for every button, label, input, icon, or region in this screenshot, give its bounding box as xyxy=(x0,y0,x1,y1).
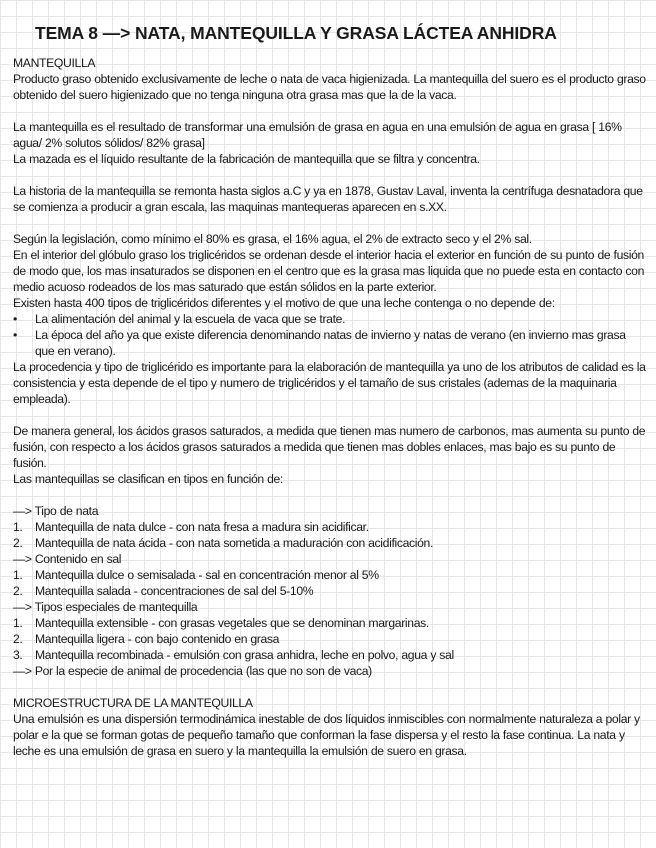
list-text: Mantequilla de nata ácida - con nata sometida a maduración con acidificación. xyxy=(35,536,434,550)
list-item xyxy=(13,615,646,631)
list-item xyxy=(13,519,646,535)
classification-heading: —> Por la especie de animal de procedencia (las que no son de vaca) xyxy=(13,664,372,678)
document-body xyxy=(13,55,646,759)
list-text: Mantequilla salada - concentraciones de sal del 5-10% xyxy=(35,584,314,598)
classification-heading: —> Contenido en sal xyxy=(13,552,122,566)
list-item xyxy=(13,583,646,599)
bullet-marker: • xyxy=(13,328,17,342)
classification-heading: —> Tipos especiales de mantequilla xyxy=(13,600,198,614)
list-item xyxy=(13,311,646,327)
paragraph: En el interior del glóbulo graso los triglicéridos se ordenan desde el interior hacia el exterior en función de su punto de fusión de modo que, los mas insaturados se disponen en el centro que es la grasa mas liquida que no puede esta en contacto con medio acuoso rodeados de los mas saturado que están sólidos en la parte exterior. xyxy=(13,248,644,294)
paragraph: La procedencia y tipo de triglicérido es importante para la elaboración de mantequilla ya uno de los atributos de calidad es la consistencia y esta depende de el tipo y numero de triglicéridos y el tamaño de sus cristales (ademas de la maquinaria empleada). xyxy=(13,360,646,406)
list-text: Mantequilla ligera - con bajo contenido en grasa xyxy=(35,632,280,646)
paragraph: De manera general, los ácidos grasos saturados, a medida que tienen mas numero de carbonos, mas aumenta su punto de fusión, con respecto a los ácidos grasos saturados a medida que tienen mas dobles enlaces, mas bajo es su punto de fusión. xyxy=(13,424,646,470)
list-text: Mantequilla de nata dulce - con nata fresa a madura sin acidificar. xyxy=(35,520,369,534)
list-text: Mantequilla dulce o semisalada - sal en concentración menor al 5% xyxy=(35,568,379,582)
list-number: 3. xyxy=(13,648,23,662)
paragraph: Existen hasta 400 tipos de triglicéridos diferentes y el motivo de que una leche contenga o no depende de: xyxy=(13,296,555,310)
list-item xyxy=(13,631,646,647)
paragraph: Las mantequillas se clasifican en tipos en función de: xyxy=(13,472,283,486)
paragraph: La historia de la mantequilla se remonta hasta siglos a.C y ya en 1878, Gustav Laval, inventa la centrífuga desnatadora que se comienza a producir a gran escala, las maquinas mantequeras aparecen en s.XX. xyxy=(13,184,643,214)
list-item xyxy=(13,535,646,551)
bullet-text: La alimentación del animal y la escuela de vaca que se trate. xyxy=(35,312,346,326)
list-text: Mantequilla recombinada - emulsión con grasa anhidra, leche en polvo, agua y sal xyxy=(35,648,454,662)
paragraph: Según la legislación, como mínimo el 80% es grasa, el 16% agua, el 2% de extracto seco y el 2% sal. xyxy=(13,232,532,246)
list-item xyxy=(13,327,646,359)
paragraph: La mazada es el líquido resultante de la fabricación de mantequilla que se filtra y concentra. xyxy=(13,152,480,166)
list-item xyxy=(13,567,646,583)
page-title: TEMA 8 —> NATA, MANTEQUILLA Y GRASA LÁCTEA ANHIDRA xyxy=(35,23,557,43)
classification-heading: —> Tipo de nata xyxy=(13,504,99,518)
list-text: Mantequilla extensible - con grasas vegetales que se denominan margarinas. xyxy=(35,616,429,630)
bullet-marker: • xyxy=(13,312,17,326)
list-number: 2. xyxy=(13,584,23,598)
paragraph: Una emulsión es una dispersión termodinámica inestable de dos líquidos inmiscibles con normalmente naturaleza a polar y polar e la que se forman gotas de pequeño tamaño que conforman la fase dispersa y el resto la fase continua. La nata y leche es una emulsión de grasa en suero y la mantequilla la emulsión de suero en grasa. xyxy=(13,712,640,758)
list-number: 1. xyxy=(13,616,23,630)
paragraph: La mantequilla es el resultado de transformar una emulsión de grasa en agua en una emulsión de agua en grasa [ 16% agua/ 2% solutos sólidos/ 82% grasa] xyxy=(13,120,622,150)
section-heading-microestructura: MICROESTRUCTURA DE LA MANTEQUILLA xyxy=(13,696,253,710)
list-number: 2. xyxy=(13,536,23,550)
section-heading-mantequilla: MANTEQUILLA xyxy=(13,56,96,70)
bullet-text: La época del año ya que existe diferencia denominando natas de invierno y natas de verano (en invierno mas grasa que en verano). xyxy=(35,328,626,358)
list-item xyxy=(13,647,646,663)
list-number: 1. xyxy=(13,568,23,582)
list-number: 1. xyxy=(13,520,23,534)
list-number: 2. xyxy=(13,632,23,646)
paragraph: Producto graso obtenido exclusivamente de leche o nata de vaca higienizada. La mantequilla del suero es el producto graso obtenido del suero higienizado que no tenga ninguna otra grasa mas que la de la vaca. xyxy=(13,72,646,102)
